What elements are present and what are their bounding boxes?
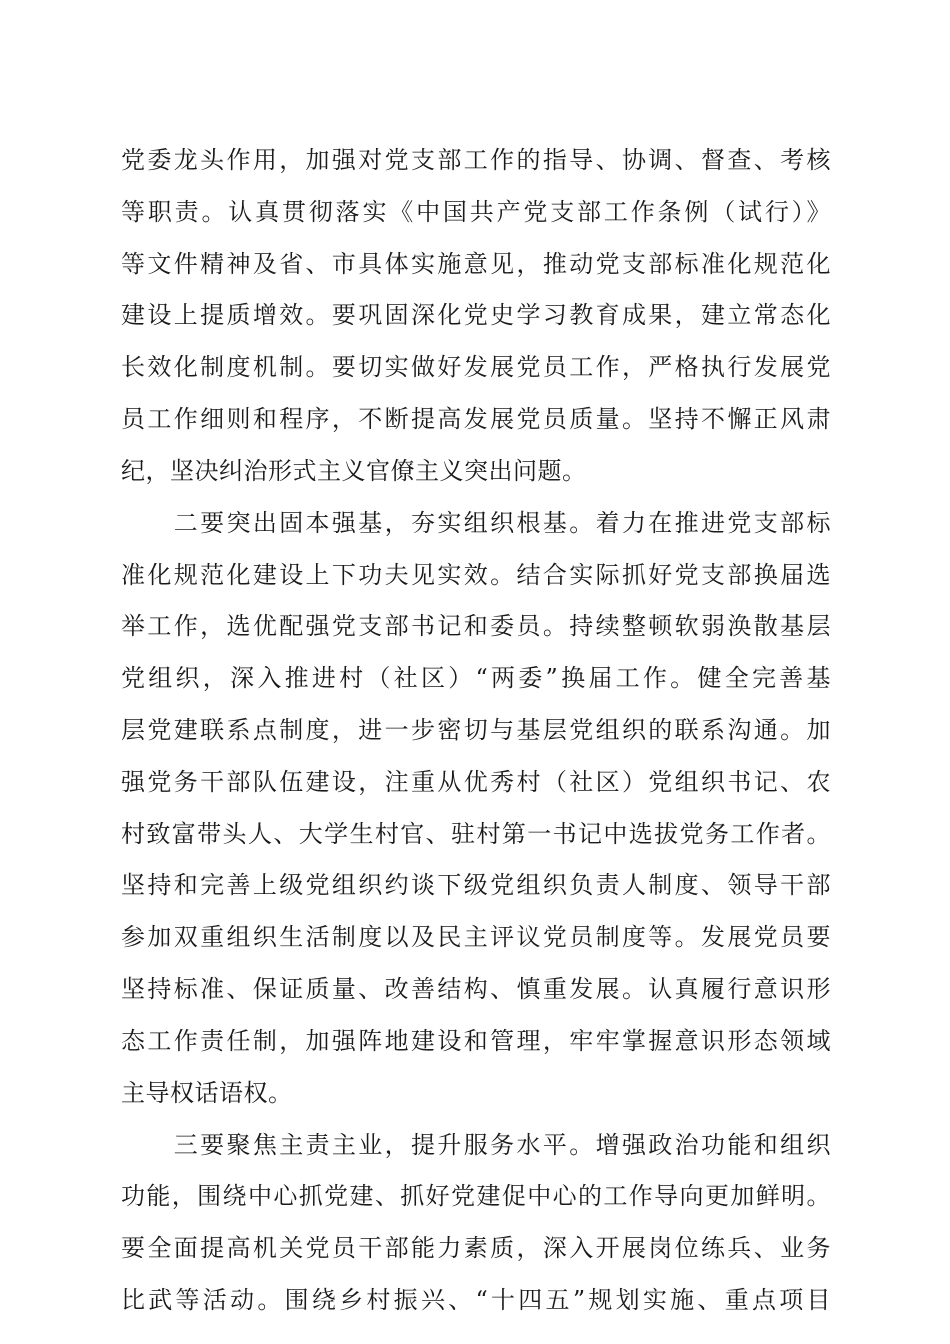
text-line: 态工作责任制，加强阵地建设和管理，牢牢掌握意识形态领域 (121, 1027, 831, 1055)
text-line: 长效化制度机制。要切实做好发展党员工作，严格执行发展党 (121, 353, 831, 381)
text-line: 员工作细则和程序，不断提高发展党员质量。坚持不懈正风肃 (121, 405, 831, 433)
text-line: 党组织，深入推进村（社区）“两委”换届工作。健全完善基 (121, 664, 831, 692)
paragraph-start-line: 二要突出固本强基，夯实组织根基。着力在推进党支部标 (121, 509, 831, 537)
text-line: 强党务干部队伍建设，注重从优秀村（社区）党组织书记、农 (121, 768, 831, 796)
text-line: 比武等活动。围绕乡村振兴、“十四五”规划实施、重点项目 (121, 1286, 831, 1314)
text-line: 层党建联系点制度，进一步密切与基层党组织的联系沟通。加 (121, 716, 831, 744)
text-line: 村致富带头人、大学生村官、驻村第一书记中选拔党务工作者。 (121, 820, 831, 848)
text-line: 准化规范化建设上下功夫见实效。结合实际抓好党支部换届选 (121, 561, 831, 589)
text-line: 等文件精神及省、市具体实施意见，推动党支部标准化规范化 (121, 250, 831, 278)
text-line: 党委龙头作用，加强对党支部工作的指导、协调、督查、考核 (121, 146, 831, 174)
text-line: 主导权话语权。 (121, 1079, 293, 1107)
text-line: 纪，坚决纠治形式主义官僚主义突出问题。 (121, 457, 587, 485)
text-line: 举工作，选优配强党支部书记和委员。持续整顿软弱涣散基层 (121, 612, 831, 640)
text-line: 参加双重组织生活制度以及民主评议党员制度等。发展党员要 (121, 923, 831, 951)
text-line: 要全面提高机关党员干部能力素质，深入开展岗位练兵、业务 (121, 1234, 831, 1262)
text-line: 坚持标准、保证质量、改善结构、慎重发展。认真履行意识形 (121, 975, 831, 1003)
text-line: 建设上提质增效。要巩固深化党史学习教育成果，建立常态化 (121, 301, 831, 329)
text-line: 坚持和完善上级党组织约谈下级党组织负责人制度、领导干部 (121, 871, 831, 899)
text-line: 等职责。认真贯彻落实《中国共产党支部工作条例（试行）》 (121, 198, 831, 226)
paragraph-start-line: 三要聚焦主责主业，提升服务水平。增强政治功能和组织 (121, 1131, 831, 1159)
text-line: 功能，围绕中心抓党建、抓好党建促中心的工作导向更加鲜明。 (121, 1182, 831, 1210)
